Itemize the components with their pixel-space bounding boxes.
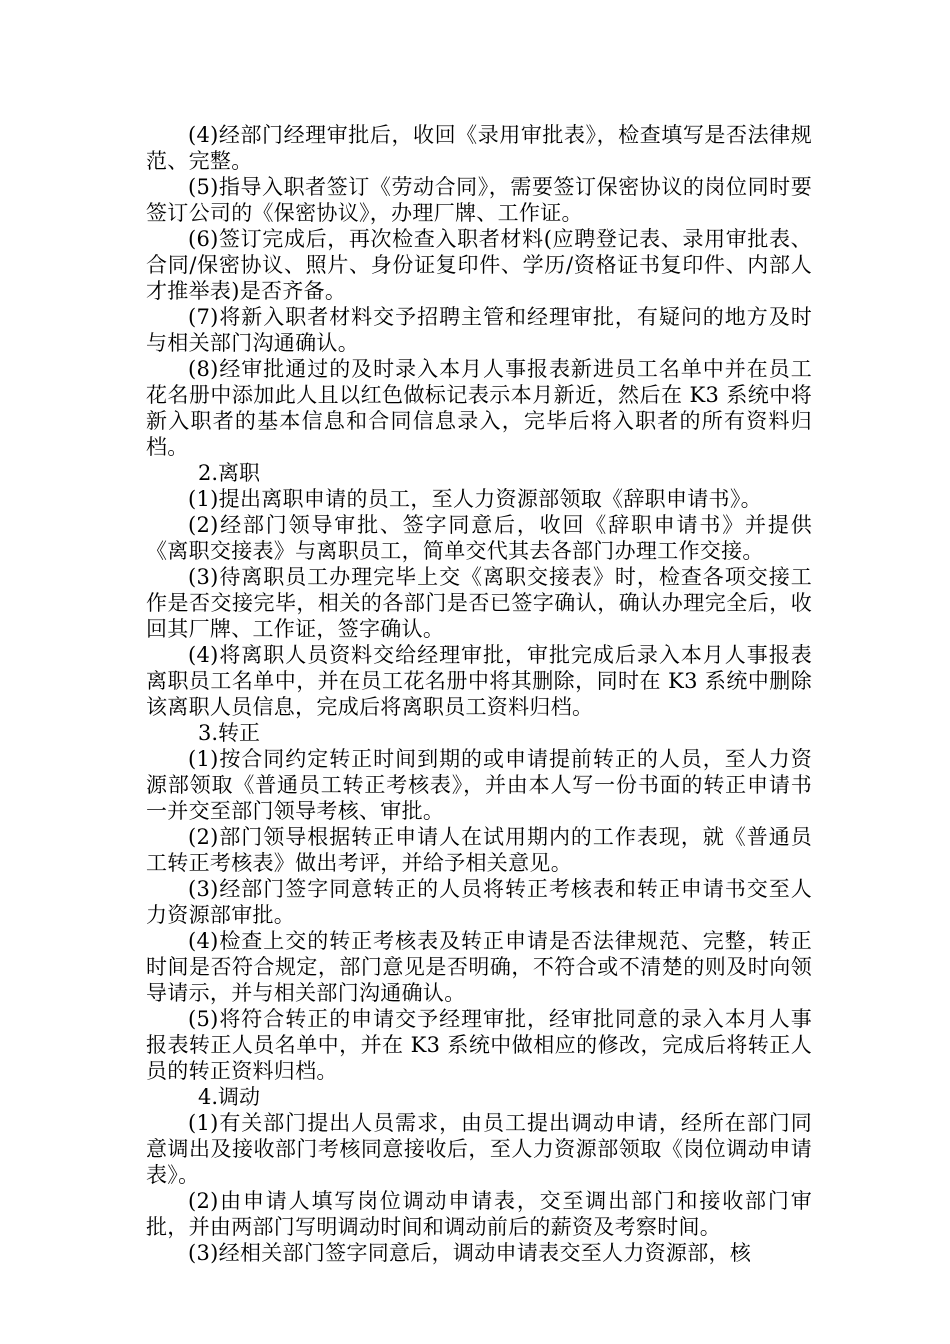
item-onboarding-8: (8)经审批通过的及时录入本月人事报表新进员工名单中并在员工花名册中添加此人且以红色做标记表示本月新近，然后在 K3 系统中将新入职者的基本信息和合同信息录入，完毕后将入职者的所有资料归档。 [146,357,812,459]
item-transfer-3: (3)经相关部门签字同意后，调动申请表交至人力资源部，核 [188,1241,752,1265]
document-page [146,122,812,1266]
item-onboarding-6: (6)签订完成后，再次检查入职者材料(应聘登记表、录用审批表、合同/保密协议、照片、身份证复印件、学历/资格证书复印件、内部人才推举表)是否齐备。 [146,227,812,303]
item-resignation-2: (2)经部门领导审批、签字同意后，收回《辞职申请书》并提供《离职交接表》与离职员工，简单交代其去各部门办理工作交接。 [146,513,812,563]
item-onboarding-4: (4)经部门经理审批后，收回《录用审批表》，检查填写是否法律规范、完整。 [146,123,812,173]
item-transfer-2: (2)由申请人填写岗位调动申请表，交至调出部门和接收部门审批，并由两部门写明调动时间和调动前后的薪资及考察时间。 [146,1189,812,1239]
item-regularization-5: (5)将符合转正的申请交予经理审批，经审批同意的录入本月人事报表转正人员名单中，并在 K3 系统中做相应的修改，完成后将转正人员的转正资料归档。 [146,1007,812,1083]
item-resignation-1: (1)提出离职申请的员工，至人力资源部领取《辞职申请书》。 [188,487,762,511]
item-onboarding-5: (5)指导入职者签订《劳动合同》，需要签订保密协议的岗位同时要签订公司的《保密协议》，办理厂牌、工作证。 [146,175,812,225]
item-regularization-3: (3)经部门签字同意转正的人员将转正考核表和转正申请书交至人力资源部审批。 [146,877,812,927]
section-heading-regularization: 3.转正 [198,721,261,745]
section-heading-resignation: 2.离职 [198,461,261,485]
item-transfer-1: (1)有关部门提出人员需求，由员工提出调动申请，经所在部门同意调出及接收部门考核同意接收后，至人力资源部领取《岗位调动申请表》。 [146,1111,812,1187]
item-regularization-2: (2)部门领导根据转正申请人在试用期内的工作表现，就《普通员工转正考核表》做出考评，并给予相关意见。 [146,825,812,875]
item-regularization-4: (4)检查上交的转正考核表及转正申请是否法律规范、完整，转正时间是否符合规定，部门意见是否明确，不符合或不清楚的则及时向领导请示，并与相关部门沟通确认。 [146,929,812,1005]
item-resignation-3: (3)待离职员工办理完毕上交《离职交接表》时，检查各项交接工作是否交接完毕，相关的各部门是否已签字确认，确认办理完全后，收回其厂牌、工作证，签字确认。 [146,565,812,641]
section-heading-transfer: 4.调动 [198,1085,261,1109]
item-onboarding-7: (7)将新入职者材料交予招聘主管和经理审批，有疑问的地方及时与相关部门沟通确认。 [146,305,812,355]
item-regularization-1: (1)按合同约定转正时间到期的或申请提前转正的人员，至人力资源部领取《普通员工转正考核表》，并由本人写一份书面的转正申请书一并交至部门领导考核、审批。 [146,747,812,823]
item-resignation-4: (4)将离职人员资料交给经理审批，审批完成后录入本月人事报表离职员工名单中，并在员工花名册中将其删除，同时在 K3 系统中删除该离职人员信息，完成后将离职员工资料归档。 [146,643,812,719]
